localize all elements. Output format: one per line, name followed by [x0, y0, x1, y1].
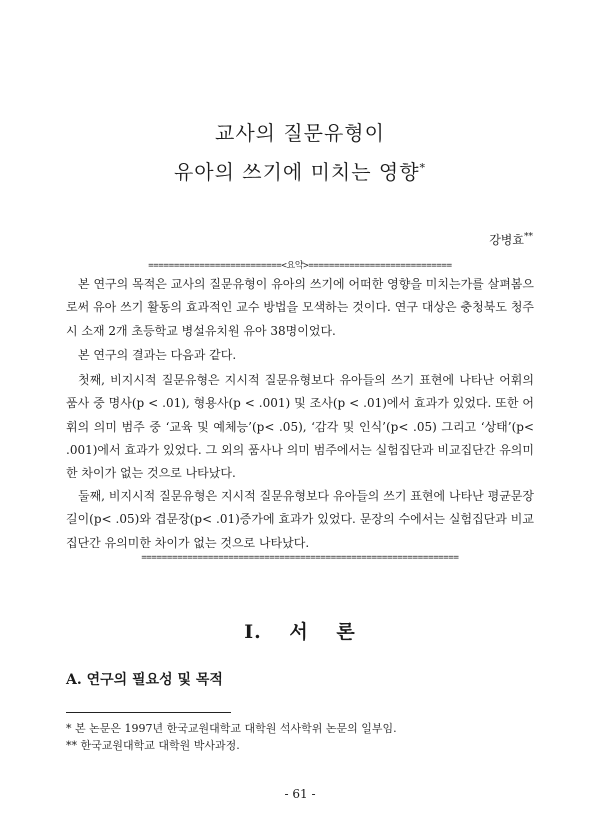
title-line-2 [0, 156, 600, 185]
title-footnote-mark: * [419, 161, 427, 175]
subsection-heading: A. 연구의 필요성 및 목적 [66, 672, 223, 688]
abstract-paragraph-2 [66, 344, 534, 367]
author-footnote-mark: ** [524, 232, 533, 242]
title-line-1 [0, 117, 600, 146]
section-title-char-1: 서 [289, 621, 309, 643]
page-number: - 61 - [284, 787, 316, 801]
abstract-paragraph-4 [66, 485, 534, 555]
footnote-rule [66, 712, 231, 713]
abstract-divider-top: ==========================<요약>============================ [148, 261, 452, 271]
author-name-text: 강병효 [489, 233, 524, 247]
section-number: I. [244, 621, 262, 643]
section-heading [0, 617, 600, 644]
footnote-2: ** 한국교원대학교 대학원 박사과정. [66, 739, 240, 752]
title-line-2-text: 유아의 쓰기에 미치는 영향 [173, 160, 420, 184]
title-line-1-text: 교사의 질문유형이 [215, 121, 385, 145]
author-name [489, 231, 533, 248]
abstract-paragraph-3 [66, 369, 534, 485]
abstract-paragraph-2-text: 본 연구의 결과는 다음과 같다. [78, 348, 237, 362]
abstract-paragraph-1-text: 본 연구의 목적은 교사의 질문유형이 유아의 쓰기에 어떠한 영향을 미치는가를 살펴봄으로써 유아 쓰기 활동의 효과적인 교수 방법을 모색하는 것이다. 연구 대상은 충청북도 청주시 소재 2개 초등학교 병설유치원 유아 38명이었다. [66, 277, 534, 338]
abstract-paragraph-3-text: 첫째, 비지시적 질문유형은 지시적 질문유형보다 유아들의 쓰기 표현에 나타난 어휘의 품사 중 명사(p < .01), 형용사(p < .001) 및 조사(p < .01)에서 효과가 있었다. 또한 어휘의 의미 범주 중 ‘교육 및 예체능’(p< .05), ‘감각 및 인식’(p< .05) 그리고 ‘상태’(p< .001)에서 효과가 있었다. 그 외의 품사나 의미 범주에서는 실험집단과 비교집단간 유의미한 차이가 없는 것으로 나타났다. [66, 373, 534, 481]
abstract-paragraph-1 [66, 273, 534, 343]
section-title-char-2: 론 [336, 621, 356, 643]
abstract-divider-bottom: ============================================================== [141, 553, 459, 563]
footnote-1: * 본 논문은 1997년 한국교원대학교 대학원 석사학위 논문의 일부임. [66, 722, 397, 735]
abstract-paragraph-4-text: 둘째, 비지시적 질문유형은 지시적 질문유형보다 유아들의 쓰기 표현에 나타난 평균문장길이(p< .05)와 겹문장(p< .01)증가에 효과가 있었다. 문장의 수에서는 실험집단과 비교집단간 유의미한 차이가 없는 것으로 나타났다. [66, 489, 534, 550]
